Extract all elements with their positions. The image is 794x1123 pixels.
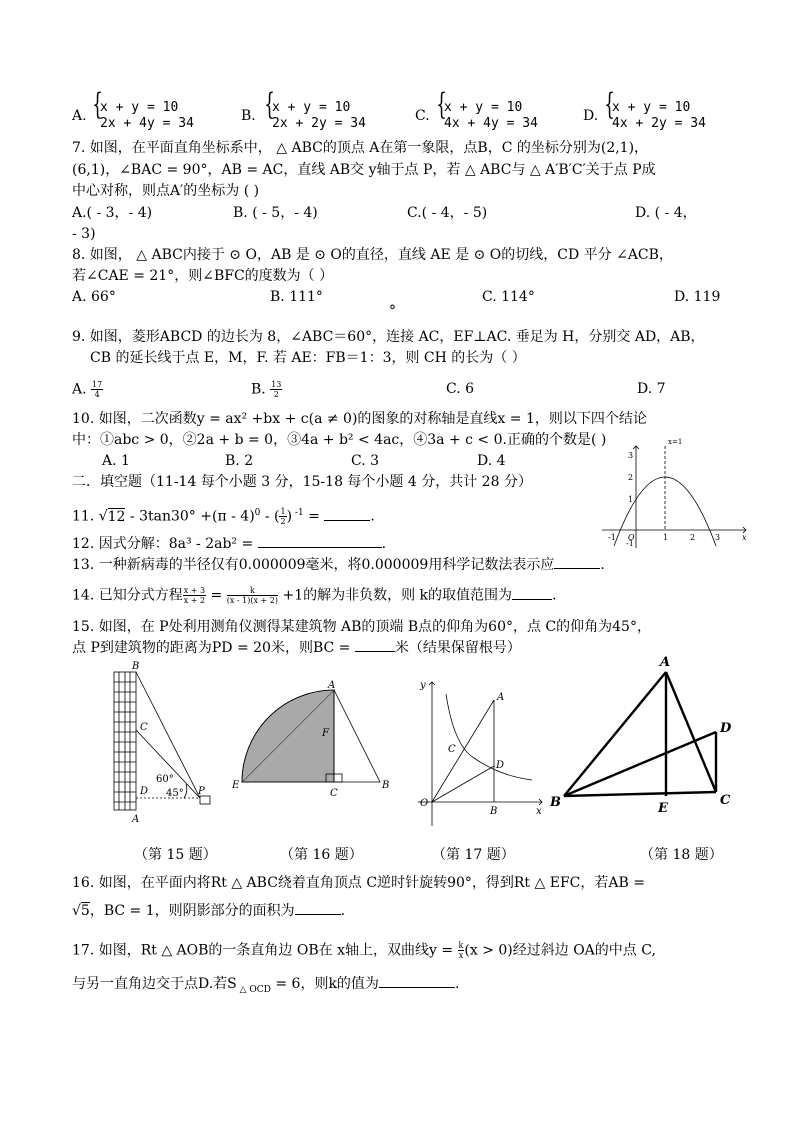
q7-option-c: C.( - 4，- 5): [407, 205, 488, 221]
fig10-xtick-3: 3: [715, 533, 721, 542]
fig10-x-label: x: [742, 533, 747, 542]
fig17-label-a: A: [497, 692, 505, 703]
fig18-line-bc: [564, 792, 716, 796]
q15-line1: 15. 如图，在 P处利用测角仪测得某建筑物 AB的顶端 B点的仰角为60°，点 C的仰角为45°，: [72, 619, 651, 635]
q10-line2: 中：①abc > 0，②2a + b = 0，③4a + b² < 4ac，④3a + c < 0.正确的个数是( ): [72, 432, 607, 448]
fig17-label-o: O: [420, 798, 429, 809]
figure-18-quadrilateral: [548, 652, 748, 820]
q6-option-c-system: { x + y = 10 4x + 4y = 34: [436, 87, 538, 131]
question-11: 11. √12 - 3tan30° +(π - 4)$^0$ - ( $\frac{1}{2}$ ) $^{-1}$ = .: [72, 507, 375, 526]
q14-fraction-1: $\frac{x + 3}{x + 2}$: [183, 586, 206, 605]
caption-fig16: （第 16 题）: [280, 847, 363, 863]
q7-line1: 7. 如图，在平面直角坐标系中， △ ABC的顶点 A在第一象限，点B，C 的坐标分别为(2,1)，: [72, 140, 649, 156]
fig18-line-bd: [564, 732, 716, 796]
fig16-label-b: B: [382, 780, 390, 791]
section-2-heading: 二．填空题（11-14 每个小题 3 分，15-18 每个小题 4 分，共计 28 分）: [72, 474, 532, 490]
question-14: 14. 已知分式方程 $\frac{x + 3}{x + 2}$ = $\frac{k}{(x - 1)(x + 2)}$ +1的解为非负数，则 k的取值范围为 .: [72, 586, 557, 605]
q7-option-a: A.( - 3，- 4): [72, 205, 153, 221]
fig10-ytick-1: 1: [628, 495, 634, 504]
fig18-line-ad: [666, 672, 716, 792]
q9-option-c: C. 6: [446, 381, 475, 397]
q6-option-a-system: { x + y = 10 2x + 4y = 34: [92, 87, 194, 131]
fig17-label-b: B: [490, 806, 498, 817]
caption-fig17: （第 17 题）: [432, 847, 515, 863]
fig18-label-d: D: [720, 721, 732, 736]
q9-option-a: A. $\frac{17}{4}$: [72, 380, 103, 399]
caption-fig15: （第 15 题）: [134, 847, 217, 863]
fig15-label-45: 45°: [166, 788, 184, 799]
q15-answer-blank[interactable]: [355, 651, 395, 652]
fig17-label-c: C: [448, 744, 456, 755]
q10-option-b: B. 2: [225, 453, 254, 469]
q16-answer-blank[interactable]: [295, 914, 341, 915]
fig10-xtick-2: 2: [690, 533, 696, 542]
fig10-origin-label: O: [628, 533, 635, 542]
fig18-label-b: B: [550, 795, 561, 810]
fig17-line-od: [432, 766, 494, 802]
q9-option-b: B. $\frac{13}{2}$: [251, 380, 282, 399]
q6-option-b-letter: B.: [241, 108, 256, 124]
q11-answer-blank[interactable]: [324, 520, 370, 521]
q7-option-b: B. ( - 5，- 4): [233, 205, 318, 221]
figure-15-building: [108, 660, 220, 830]
q6-option-d-letter: D.: [583, 108, 599, 124]
q8-option-d: D. 119: [674, 289, 721, 305]
fig16-triangle-abc: [334, 690, 380, 782]
fig15-label-c: C: [140, 722, 148, 733]
q10-option-a: A. 1: [102, 453, 130, 469]
q14-answer-blank[interactable]: [512, 599, 552, 600]
q7-option-d: D. ( - 4，: [635, 205, 697, 221]
fig15-angle-arc: [184, 784, 187, 798]
q16-line1: 16. 如图，在平面内将Rt △ ABC绕着直角顶点 C逆时针旋转90°，得到Rt △ EFC，若AB =: [72, 875, 645, 891]
q10-option-c: C. 3: [351, 453, 380, 469]
q12-answer-blank[interactable]: [258, 547, 382, 548]
q10-option-d: D. 4: [477, 453, 506, 469]
fig16-label-a: A: [328, 680, 336, 691]
fig16-label-e: E: [232, 780, 240, 791]
fig17-label-x: x: [536, 806, 542, 817]
fig15-label-d: D: [140, 786, 149, 797]
fig17-label-d: D: [496, 760, 505, 771]
fig15-label-60: 60°: [156, 774, 174, 785]
q8-line2: 若∠CAE = 21°，则∠BFC的度数为（ ）: [72, 268, 334, 284]
fig18-label-e: E: [658, 801, 668, 816]
q8-option-c: C. 114°: [482, 289, 535, 305]
q7-line3: 中心对称，则点A′的坐标为 ( ): [72, 183, 260, 199]
q16-line2: √5，BC = 1，则阴影部分的面积为 .: [72, 903, 346, 919]
q8-option-a: A. 66°: [72, 289, 116, 305]
q9-option-d: D. 7: [637, 381, 666, 397]
fig15-label-b: B: [132, 661, 140, 672]
caption-fig18: （第 18 题）: [640, 847, 723, 863]
q6-option-a-letter: A.: [72, 108, 87, 124]
q17-line2: 与另一直角边交于点D.若S $_{\triangle OCD}$ = 6，则k的值为 .: [72, 976, 460, 995]
q17-line1: 17. 如图，Rt △ AOB的一条直角边 OB在 x轴上，双曲线y = $\frac{k}{x}$ (x > 0)经过斜边 OA的中点 C,: [72, 941, 656, 960]
fig16-label-c: C: [330, 788, 338, 799]
q13-answer-blank[interactable]: [554, 568, 600, 569]
q17-answer-blank[interactable]: [379, 987, 455, 988]
q8-line1: 8. 如图， △ ABC内接于 ⊙ O，AB 是 ⊙ O的直径，直线 AE 是 ⊙ O的切线，CD 平分 ∠ACB，: [72, 247, 673, 263]
fig10-axis-label: x=1: [668, 438, 683, 446]
fig16-label-f: F: [322, 728, 329, 739]
q7-option-d-cont: - 3): [72, 226, 96, 242]
q9-line2: CB 的延长线于点 E，M，F. 若 AE：FB＝1：3，则 CH 的长为（ ）: [90, 350, 526, 366]
fig17-hyperbola-curve: [446, 694, 532, 780]
fig10-xtick-1: 1: [663, 533, 669, 542]
fig16-right-angle: [334, 774, 342, 782]
q15-line2: 点 P到建筑物的距离为PD = 20米，则BC = 米（结果保留根号）: [72, 640, 521, 656]
fig15-instrument: [200, 796, 210, 804]
q16-sqrt: √5: [72, 903, 90, 919]
fig10-ytick-3: 3: [628, 451, 634, 460]
fig17-label-y: y: [420, 680, 426, 691]
fig10-xtick-neg1: -1: [608, 533, 616, 542]
q14-fraction-2: $\frac{k}{(x - 1)(x + 2)}$: [226, 586, 279, 605]
fig18-label-a: A: [660, 655, 671, 670]
q8-option-d-cont: °: [389, 303, 396, 319]
q9-option-b-fraction: $\frac{13}{2}$: [271, 380, 282, 399]
fig10-ytick-2: 2: [628, 473, 634, 482]
fig18-line-ab: [564, 672, 666, 796]
fig15-label-p: P: [198, 786, 205, 797]
fig10-ytick-neg1: -1: [626, 539, 634, 548]
q6-option-c-letter: C.: [415, 108, 430, 124]
q7-line2: (6,1)，∠BAC = 90°，AB = AC，直线 AB交 y轴于点 P，若 △ ABC与 △ A′B′C′关于点 P成: [72, 162, 656, 178]
q9-line1: 9. 如图，菱形ABCD 的边长为 8，∠ABC＝60°，连接 AC，EF⊥AC. 垂足为 H，分别交 AD，AB，: [72, 329, 705, 345]
q8-option-b: B. 111°: [270, 289, 323, 305]
q17-fraction: $\frac{k}{x}$: [458, 941, 464, 960]
question-12: 12. 因式分解：8a³ - 2ab² = .: [72, 536, 387, 552]
q9-option-a-fraction: $\frac{17}{4}$: [92, 380, 103, 399]
q6-option-b-system: { x + y = 10 2x + 2y = 34: [264, 87, 366, 131]
q6-option-d-system: { x + y = 10 4x + 2y = 34: [604, 87, 706, 131]
q10-line1: 10. 如图，二次函数y = ax² +bx + c(a ≠ 0)的图象的对称轴是直线x = 1，则以下四个结论: [72, 411, 647, 427]
q11-fraction: $\frac{1}{2}$: [280, 507, 286, 526]
fig18-label-c: C: [720, 793, 731, 808]
q11-sqrt: √12: [98, 508, 126, 525]
question-13: 13. 一种新病毒的半径仅有0.000009毫米，将0.000009用科学记数法表示应 .: [72, 557, 605, 573]
fig15-label-a: A: [132, 814, 140, 825]
figure-17-hyperbola: [410, 676, 550, 828]
fig17-line-oa: [432, 700, 494, 802]
figure-16-rotation: [232, 680, 402, 800]
figure-10-parabola: [598, 438, 754, 550]
